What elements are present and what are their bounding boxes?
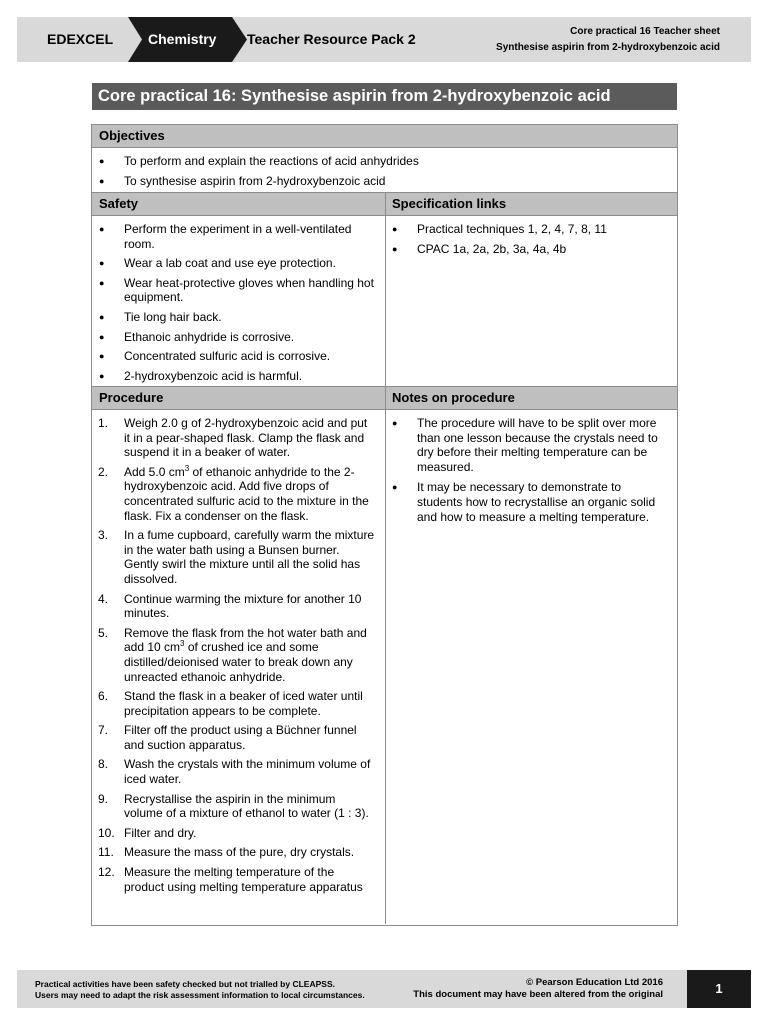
bullet-icon: ● bbox=[99, 370, 105, 381]
objectives-list bbox=[92, 154, 677, 193]
subject-label: Chemistry bbox=[148, 31, 217, 47]
list-item: ● Perform the experiment in a well-ventilated room. bbox=[99, 222, 352, 251]
subject-tab bbox=[128, 17, 248, 62]
list-item: 8. Wash the crystals with the minimum volume of iced water. bbox=[98, 757, 371, 787]
list-item: 10. Filter and dry. bbox=[98, 825, 197, 840]
list-item: 9. Recrystallise the aspirin in the minimum volume of a mixture of ethanol to water (1 : 3). bbox=[98, 791, 369, 821]
list-item: ● The procedure will have to be split over more than one lesson because the crystals need to dry before their melting temperature can be measured. bbox=[392, 416, 658, 474]
notes-list bbox=[385, 416, 668, 529]
list-item: 12. Measure the melting temperature of the product using melting temperature apparatus bbox=[98, 865, 363, 894]
page-footer bbox=[17, 970, 751, 1008]
list-item: ● Ethanoic anhydride is corrosive. bbox=[99, 329, 295, 344]
sheet-subtitle: Synthesise aspirin from 2-hydroxybenzoic acid bbox=[496, 42, 720, 53]
page-title-bar bbox=[92, 83, 677, 110]
list-item: ● Concentrated sulfuric acid is corrosive. bbox=[99, 349, 331, 364]
bullet-icon: ● bbox=[392, 418, 398, 428]
list-item: 11. Measure the mass of the pure, dry crystals. bbox=[98, 845, 355, 860]
column-divider bbox=[385, 192, 386, 924]
bullet-icon: ● bbox=[99, 331, 105, 342]
list-item: ● Wear heat-protective gloves when handling hot equipment. bbox=[99, 275, 374, 305]
list-item: 3. In a fume cupboard, carefully warm the mixture in the water bath using a Bunsen burner. Gently swirl the mixture until all the solid has dissolved. bbox=[98, 528, 375, 586]
list-item: ● Tie long hair back. bbox=[99, 309, 222, 324]
bullet-icon: ● bbox=[392, 243, 398, 254]
copyright-notice: © Pearson Education Ltd 2016 This document may have been altered from the original bbox=[413, 977, 663, 1000]
safety-list bbox=[92, 222, 375, 388]
list-item: ● It may be necessary to demonstrate to students how to recrystallise an organic solid and how to measure a melting temperature. bbox=[392, 480, 656, 524]
bullet-icon: ● bbox=[99, 224, 105, 234]
spec-links-heading: Specification links bbox=[392, 196, 507, 211]
sheet-info bbox=[496, 24, 720, 56]
list-item: 1. Weigh 2.0 g of 2-hydroxybenzoic acid and put it in a pear-shaped flask. Clamp the flask and suspend it in a beaker of water. bbox=[98, 416, 368, 460]
list-item: 4. Continue warming the mixture for another 10 minutes. bbox=[98, 591, 362, 621]
list-item: ● Practical techniques 1, 2, 4, 7, 8, 11 bbox=[392, 222, 607, 236]
bullet-icon: ● bbox=[99, 258, 105, 269]
objectives-heading: Objectives bbox=[99, 128, 165, 143]
spec-links-list bbox=[385, 222, 668, 261]
list-item: 5. Remove the flask from the hot water bath and add 10 $cm^3$ of crushed ice and some distilled/deionised water to break down any unreacted ethanoic anhydride. bbox=[98, 625, 367, 684]
list-item: ● CPAC 1a, 2a, 2b, 3a, 4a, 4b bbox=[392, 241, 567, 256]
list-item: ● To perform and explain the reactions of acid anhydrides bbox=[99, 154, 419, 168]
safety-heading: Safety bbox=[99, 196, 139, 211]
procedure-steps bbox=[92, 416, 375, 899]
page-header bbox=[17, 17, 751, 62]
sheet-title: Core practical 16 Teacher sheet bbox=[570, 26, 720, 37]
brand-label: EDEXCEL bbox=[47, 31, 114, 47]
list-item: ● To synthesise aspirin from 2-hydroxybenzoic acid bbox=[99, 173, 386, 188]
list-item: 6. Stand the flask in a beaker of iced water until precipitation appears to be complete. bbox=[98, 689, 363, 718]
list-item: 2. Add 5.0 $cm^3$ of ethanoic anhydride to the 2-hydroxybenzoic acid. Add five drops of concentrated sulfuric acid to the mixture in the flask. Fix a condenser on the flask. bbox=[98, 463, 369, 523]
practical-table bbox=[91, 124, 678, 926]
bullet-icon: ● bbox=[99, 351, 105, 362]
bullet-icon: ● bbox=[392, 224, 398, 234]
page-number: 1 bbox=[687, 970, 751, 1008]
safety-disclaimer: Practical activities have been safety checked but not trialled by CLEAPSS. Users may need to adapt the risk assessment information to local circumstances. bbox=[35, 979, 365, 1000]
bullet-icon: ● bbox=[99, 175, 105, 186]
procedure-heading: Procedure bbox=[99, 390, 164, 405]
bullet-icon: ● bbox=[99, 311, 105, 322]
bullet-icon: ● bbox=[392, 482, 398, 493]
column-divider bbox=[385, 386, 386, 410]
bullet-icon: ● bbox=[99, 277, 105, 288]
resource-pack-label: Teacher Resource Pack 2 bbox=[247, 31, 416, 47]
page-title: Core practical 16: Synthesise aspirin from 2-hydroxybenzoic acid bbox=[98, 87, 611, 105]
list-item: ● Wear a lab coat and use eye protection. bbox=[99, 256, 336, 271]
list-item: 7. Filter off the product using a Büchner funnel and suction apparatus. bbox=[98, 723, 357, 752]
notes-heading: Notes on procedure bbox=[392, 390, 515, 405]
list-item: ● 2-hydroxybenzoic acid is harmful. bbox=[99, 368, 303, 383]
objectives-header bbox=[92, 124, 677, 148]
bullet-icon: ● bbox=[99, 156, 105, 166]
